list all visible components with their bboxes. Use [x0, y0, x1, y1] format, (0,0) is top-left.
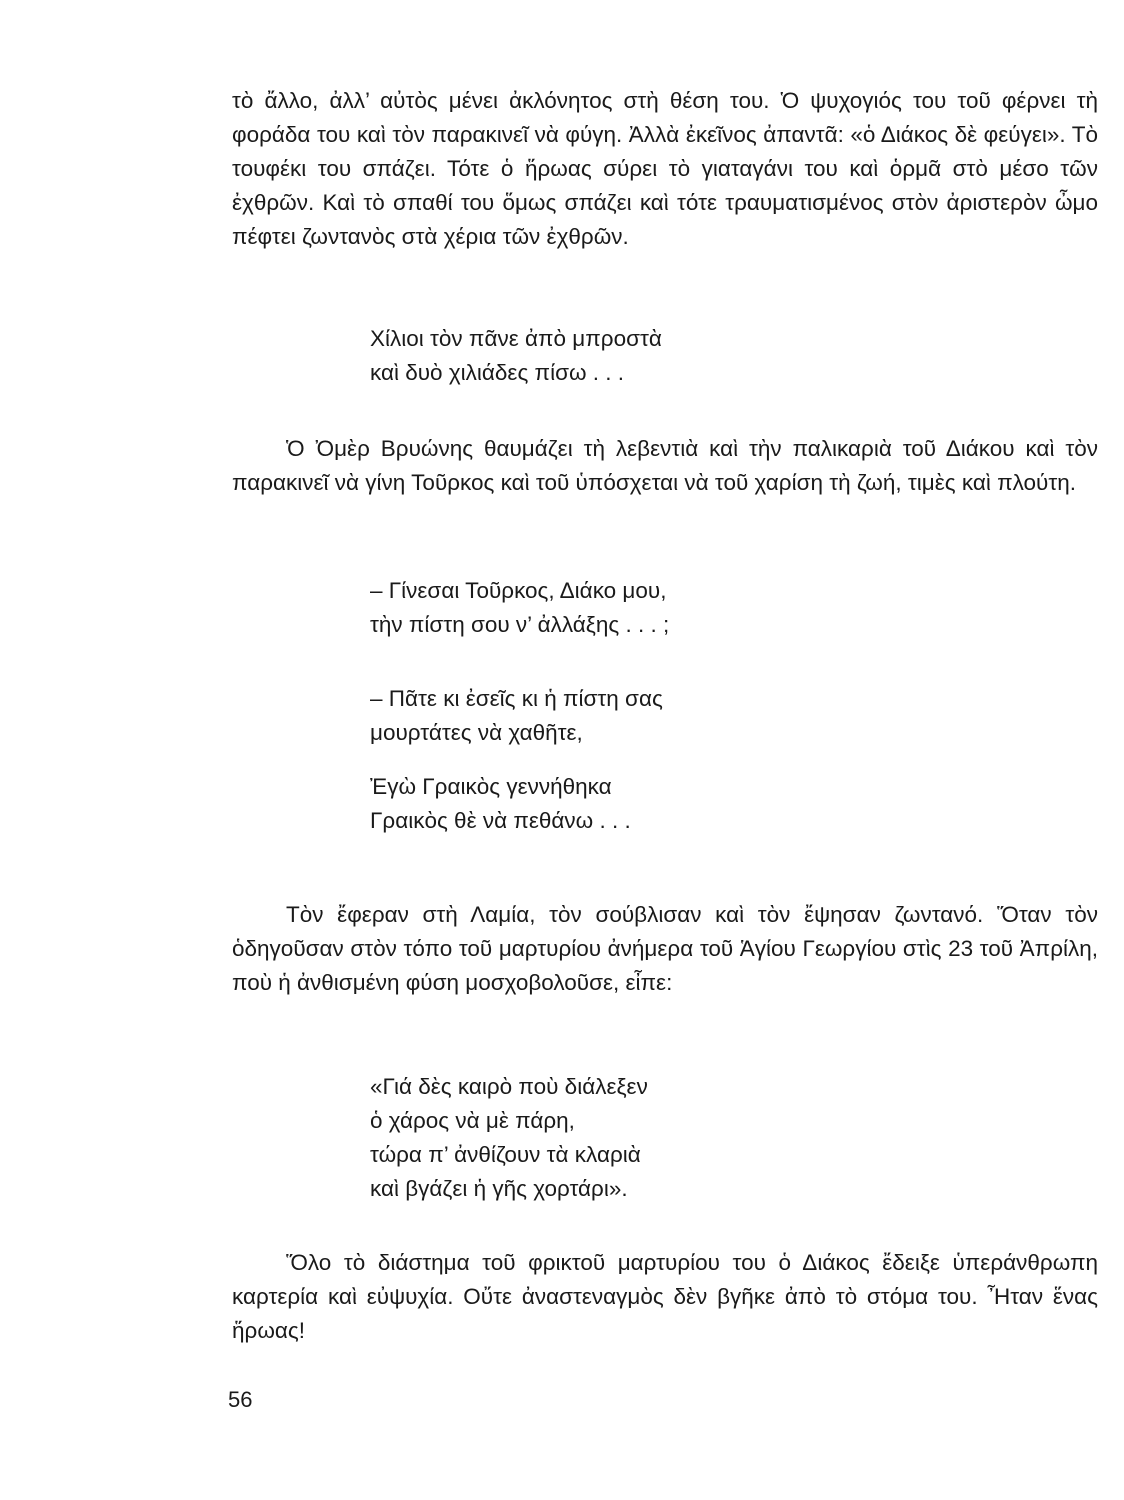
- paragraph-3: Τὸν ἔφεραν στὴ Λαμία, τὸν σούβλισαν καὶ τὸν ἔψησαν ζωντανό. Ὅταν τὸν ὁδηγοῦσαν στὸν τόπο τοῦ μαρτυρίου ἀνήμερα τοῦ Ἁγίου Γεωργίου στὶς 23 τοῦ Ἀπρίλη, ποὺ ἡ ἀνθισμένη φύση μοσχοβολοῦσε, εἶπε:: [232, 902, 1098, 995]
- verse-line: καὶ βγάζει ἡ γῆς χορτάρι».: [370, 1176, 628, 1201]
- verse-4: [370, 770, 631, 838]
- verse-line: Ἐγὼ Γραικὸς γεννήθηκα: [370, 774, 612, 799]
- verse-line: μουρτάτες νὰ χαθῆτε,: [370, 720, 583, 745]
- verse-line: καὶ δυὸ χιλιάδες πίσω . . .: [370, 360, 625, 385]
- verse-line: ὁ χάρος νὰ μὲ πάρη,: [370, 1108, 575, 1133]
- paragraph-4: Ὅλο τὸ διάστημα τοῦ φρικτοῦ μαρτυρίου του ὁ Διάκος ἔδειξε ὑπεράνθρωπη καρτερία καὶ εὐψυχία. Οὔτε ἀναστεναγμὸς δὲν βγῆκε ἀπὸ τὸ στόμα του. Ἦταν ἕνας ἥρωας!: [232, 1250, 1098, 1343]
- verse-line: Χίλιοι τὸν πᾶνε ἀπὸ μπροστὰ: [370, 326, 662, 351]
- verse-line: τὴν πίστη σου ν’ ἀλλάξης . . . ;: [370, 612, 670, 637]
- verse-2: [370, 574, 669, 642]
- verse-line: – Γίνεσαι Τοῦρκος, Διάκο μου,: [370, 578, 667, 603]
- verse-3: [370, 682, 663, 750]
- verse-line: τώρα π’ ἀνθίζουν τὰ κλαριὰ: [370, 1142, 641, 1167]
- paragraph-1: τὸ ἄλλο, ἀλλ’ αὐτὸς μένει ἀκλόνητος στὴ θέση του. Ὁ ψυχογιός του τοῦ φέρνει τὴ φοράδα του καὶ τὸν παρακινεῖ νὰ φύγη. Ἀλλὰ ἐκεῖνος ἀπαντᾶ: «ὁ Διάκος δὲ φεύγει». Τὸ τουφέκι του σπάζει. Τότε ὁ ἥρωας σύρει τὸ γιαταγάνι του καὶ ὁρμᾶ στὸ μέσο τῶν ἐχθρῶν. Καὶ τὸ σπαθί του ὅμως σπάζει καὶ τότε τραυματισμένος στὸν ἀριστερὸν ὦμο πέφτει ζωντανὸς στὰ χέρια τῶν ἐχθρῶν.: [232, 88, 1098, 249]
- page-number: 56: [228, 1387, 253, 1412]
- paragraph-2: Ὁ Ὀμὲρ Βρυώνης θαυμάζει τὴ λεβεντιὰ καὶ τὴν παλικαριὰ τοῦ Διάκου καὶ τὸν παρακινεῖ νὰ γίνη Τοῦρκος καὶ τοῦ ὑπόσχεται νὰ τοῦ χαρίση τὴ ζωή, τιμὲς καὶ πλούτη.: [232, 436, 1098, 495]
- verse-1: [370, 322, 662, 390]
- verse-line: Γραικὸς θὲ νὰ πεθάνω . . .: [370, 808, 631, 833]
- verse-line: «Γιά δὲς καιρὸ ποὺ διάλεξεν: [370, 1074, 648, 1099]
- verse-line: – Πᾶτε κι ἐσεῖς κι ἡ πίστη σας: [370, 686, 663, 711]
- verse-5: [370, 1070, 648, 1206]
